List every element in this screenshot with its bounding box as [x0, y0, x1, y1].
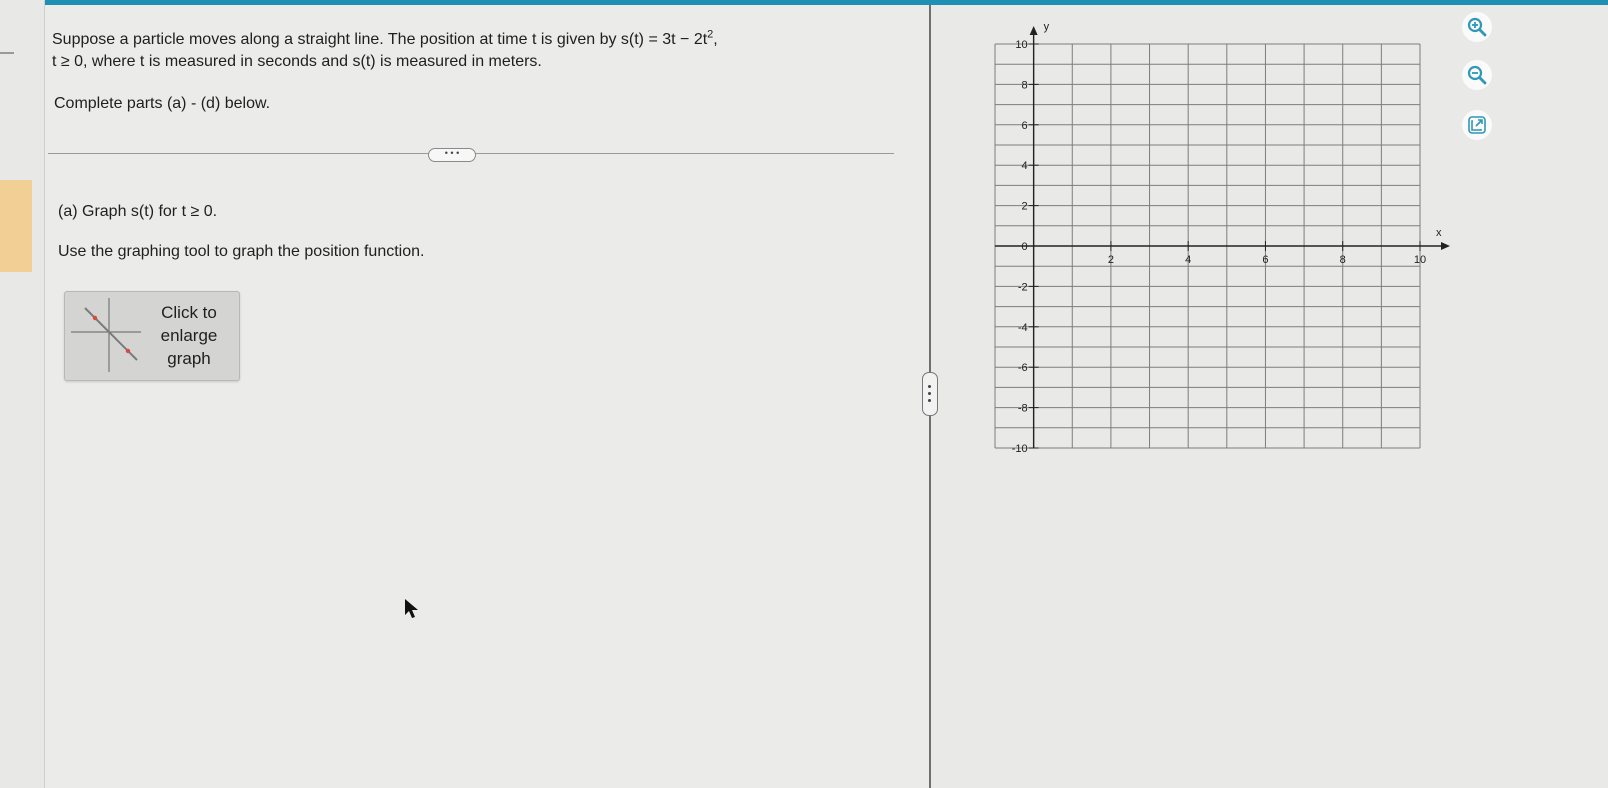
complete-parts-text: Complete parts (a) - (d) below.	[54, 95, 271, 112]
question-text	[52, 24, 872, 73]
y-tick-label: -2	[1017, 281, 1028, 294]
y-tick-label: -10	[1011, 443, 1028, 455]
y-tick-label: 8	[1021, 79, 1028, 92]
zoom-in-button[interactable]	[1462, 12, 1492, 42]
question-line2: t ≥ 0, where t is measured in seconds and s(t) is measured in meters.	[52, 53, 542, 71]
enlarge-graph-label: Click to enlarge graph	[160, 303, 218, 368]
axis-ticks	[1012, 39, 1426, 455]
y-tick-label: 4	[1021, 160, 1028, 173]
zoom-out-icon	[1466, 64, 1488, 86]
graph-thumbnail-icon	[71, 298, 141, 372]
x-tick-label: 8	[1339, 254, 1346, 266]
y-tick-label: 0	[1021, 241, 1028, 253]
more-button[interactable]: • • •	[428, 148, 476, 162]
part-a-instruction: Use the graphing tool to graph the position function.	[58, 243, 425, 260]
x-axis-label: x	[1436, 227, 1442, 239]
zoom-out-button[interactable]	[1462, 60, 1492, 90]
x-tick-label: 10	[1413, 254, 1427, 266]
question-pane	[45, 5, 929, 788]
rail-collapse-mark[interactable]	[0, 52, 14, 54]
x-tick-label: 4	[1185, 254, 1192, 266]
x-tick-label: 6	[1262, 254, 1269, 266]
graph-canvas[interactable]	[955, 14, 1455, 459]
part-a-label: (a) Graph s(t) for t ≥ 0.	[58, 203, 218, 220]
y-tick-label: 10	[1015, 39, 1028, 51]
y-tick-label: -4	[1017, 321, 1028, 334]
zoom-in-icon	[1466, 16, 1488, 38]
open-external-button[interactable]	[1462, 110, 1492, 140]
left-rail	[0, 0, 45, 788]
x-axis-arrow	[1441, 242, 1450, 250]
enlarge-graph-button[interactable]	[64, 291, 240, 381]
y-tick-label: 2	[1021, 200, 1028, 213]
y-tick-label: -8	[1017, 402, 1028, 415]
mouse-cursor-icon	[404, 598, 422, 622]
y-tick-label: 6	[1021, 119, 1028, 132]
question-line1: Suppose a particle moves along a straight line. The position at time t is given by $s(t) = 3t - 2t^2$,	[52, 29, 718, 49]
rail-current-question-highlight	[0, 180, 32, 272]
y-axis-label: y	[1043, 21, 1050, 33]
external-link-icon	[1466, 114, 1488, 136]
y-axis-arrow	[1030, 26, 1038, 35]
y-tick-label: -6	[1017, 362, 1028, 375]
pane-resize-handle[interactable]	[922, 372, 938, 416]
x-tick-label: 2	[1107, 254, 1114, 266]
